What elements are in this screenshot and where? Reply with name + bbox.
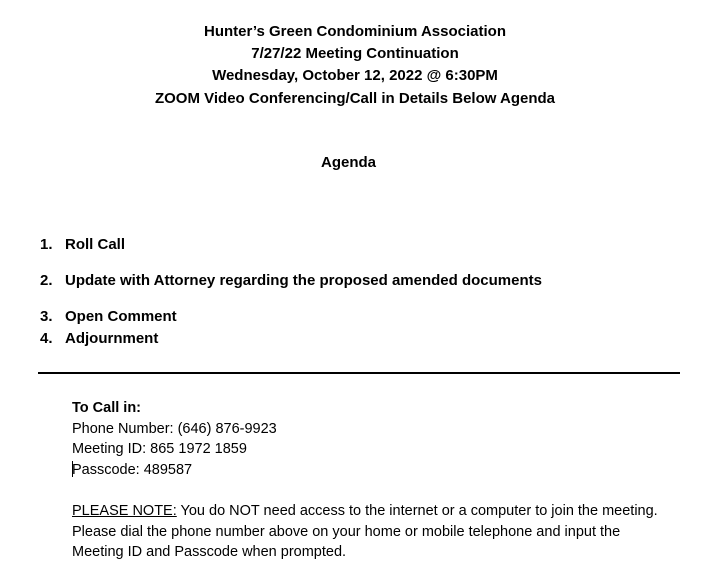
passcode: Passcode: 489587 [72,462,193,478]
agenda-item-number: 3. [40,308,53,325]
meeting-datetime: Wednesday, October 12, 2022 @ 6:30PM [212,67,498,84]
agenda-item-text: Roll Call [65,236,126,253]
agenda-heading: Agenda [320,154,376,171]
agenda-item-number: 2. [40,272,53,289]
meeting-title: 7/27/22 Meeting Continuation [251,45,459,62]
please-note-label: PLEASE NOTE: [72,503,177,519]
agenda-item [40,307,177,327]
association-name: Hunter’s Green Condominium Association [204,23,506,40]
meeting-format: ZOOM Video Conferencing/Call in Details Below Agenda [154,90,556,107]
agenda-item-number: 4. [40,330,53,347]
passcode-line[interactable] [72,460,192,481]
phone-number: Phone Number: (646) 876-9923 [72,421,277,437]
meeting-id: Meeting ID: 865 1972 1859 [72,441,247,457]
agenda-item-number: 1. [40,236,53,253]
please-note-text: You do NOT need access to the internet or a computer to join the meeting. Please dial the phone number above on your home or mobile telephone and input the Meeting ID and Passcode when prompted. [72,503,658,560]
agenda-item [40,271,542,291]
agenda-item-text: Update with Attorney regarding the proposed amended documents [65,272,542,289]
agenda-item-text: Open Comment [65,308,177,325]
agenda-item [40,235,125,255]
agenda-item [40,329,158,349]
agenda-item-text: Adjournment [65,330,159,347]
please-note-paragraph [72,501,672,563]
call-in-heading: To Call in: [72,400,142,416]
section-divider [38,372,680,374]
